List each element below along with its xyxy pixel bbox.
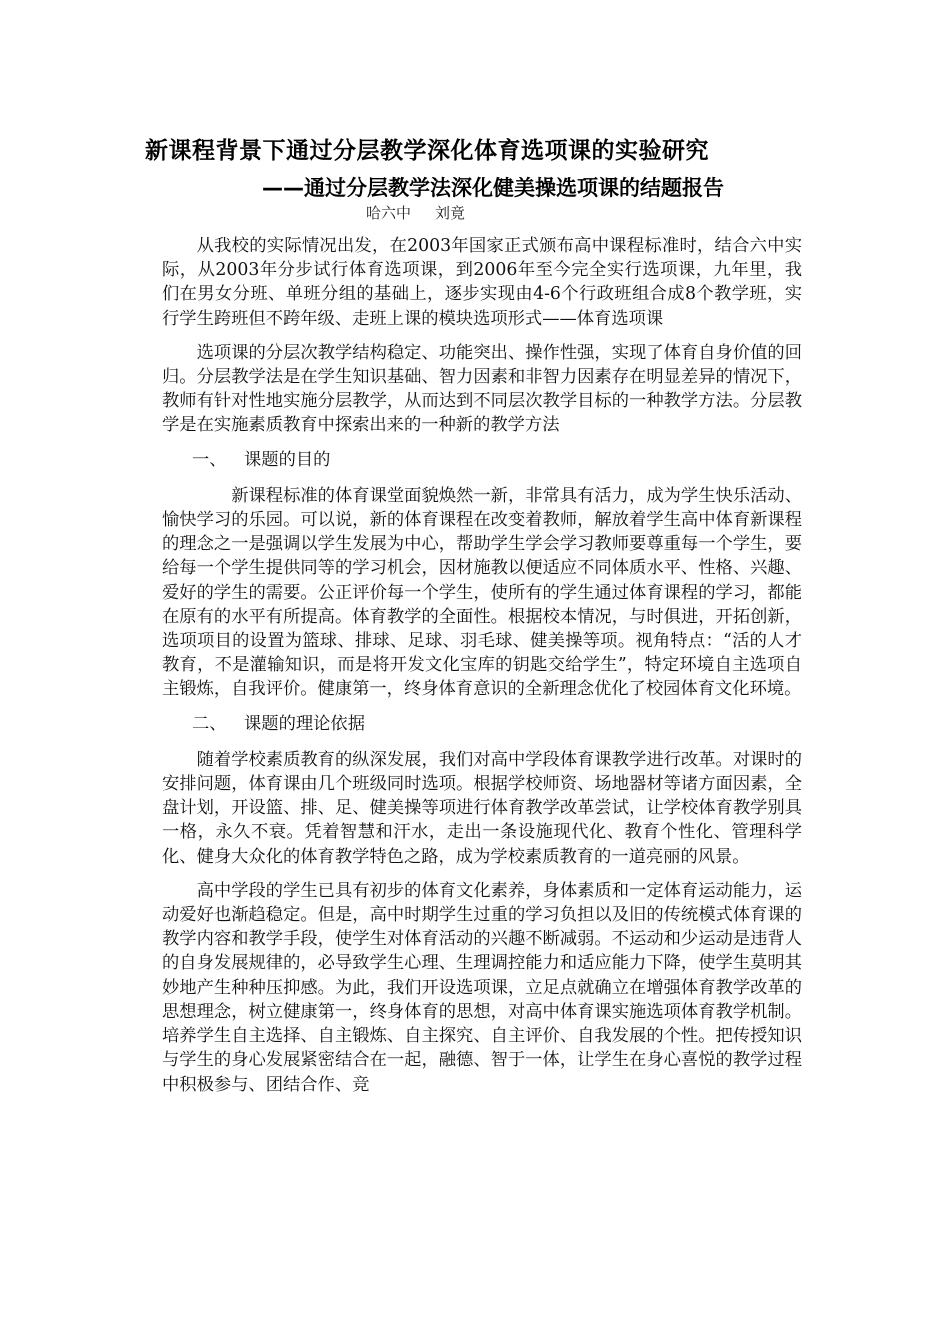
document-body xyxy=(162,234,802,1107)
intro-paragraph-2: 选项课的分层次教学结构稳定、功能突出、操作性强，实现了体育自身价值的回归。分层教学法是在学生知识基础、智力因素和非智力因素存在明显差异的情况下，教师有针对性地实施分层教学，从而达到不同层次教学目标的一种教学方法。分层教学是在实施素质教育中探索出来的一种新的教学方法 xyxy=(162,342,802,436)
section-2-paragraph-1: 随着学校素质教育的纵深发展，我们对高中学段体育课教学进行改革。对课时的安排问题，体育课由几个班级同时选项。根据学校师资、场地器材等诸方面因素，全盘计划，开设篮、排、足、健美操等项进行体育教学改革尝试，让学校体育教学别具一格，永久不衰。凭着智慧和汗水，走出一条设施现代化、教育个性化、管理科学化、健身大众化的体育教学特色之路，成为学校素质教育的一道亮丽的风景。 xyxy=(162,749,802,867)
section-2-heading xyxy=(162,712,802,736)
section-2-paragraph-2: 高中学段的学生已具有初步的体育文化素养，身体素质和一定体育运动能力，运动爱好也渐趋稳定。但是，高中时期学生过重的学习负担以及旧的传统模式体育课的教学内容和教学手段，使学生对体育活动的兴趣不断减弱。不运动和少运动是违背人的自身发展规律的，必导致学生心理、生理调控能力和适应能力下降，使学生莫明其妙地产生种种压抑感。为此，我们开设选项课，立足点就确立在增强体育教学改革的思想理念，树立健康第一，终身体育的思想，对高中体育课实施选项体育教学机制。培养学生自主选择、自主锻炼、自主探究、自主评价、自我发展的个性。把传授知识与学生的身心发展紧密结合在一起，融德、智于一体，让学生在身心喜悦的教学过程中积极参与、团结合作、竞 xyxy=(162,880,802,1095)
intro-paragraph-1: 从我校的实际情况出发，在2003年国家正式颁布高中课程标准时，结合六中实际，从2003年分步试行体育选项课，到2006年至今完全实行选项课，九年里，我们在男女分班、单班分组的基础上，逐步实现由4-6个行政班组合成8个教学班，实行学生跨班但不跨年级、走班上课的模块选项形式——体育选项课 xyxy=(162,236,802,329)
author-name: 刘竟 xyxy=(435,204,466,222)
section-2-title: 课题的理论依据 xyxy=(244,713,365,734)
document-subtitle: ——通过分层教学法深化健美操选项课的结题报告 xyxy=(262,176,724,200)
document-title: 新课程背景下通过分层教学深化体育选项课的实验研究 xyxy=(145,138,709,164)
author-school: 哈六中 xyxy=(366,204,412,222)
author-line xyxy=(366,202,465,223)
section-1-heading xyxy=(162,448,802,472)
section-1-paragraph: 新课程标准的体育课堂面貌焕然一新，非常具有活力，成为学生快乐活动、愉快学习的乐园。可以说，新的体育课程在改变着教师，解放着学生高中体育新课程的理念之一是强调以学生发展为中心，帮助学生学会学习教师要尊重每一个学生，要给每一个学生提供同等的学习机会，因材施教以便适应不同体质水平、性格、兴趣、爱好的学生的需要。公正评价每一个学生，使所有的学生通过体育课程的学习，都能在原有的水平有所提高。体育教学的全面性。根据校本情况，与时俱进，开拓创新，选项项目的设置为篮球、排球、足球、羽毛球、健美操等项。视角特点：“活的人才教育，不是灌输知识，而是将开发文化宝库的钥匙交给学生”，特定环境自主选项自主锻炼，自我评价。健康第一，终身体育意识的全新理念优化了校园体育文化环境。 xyxy=(162,485,802,700)
section-1-number: 一、 xyxy=(192,449,227,470)
section-2-number: 二、 xyxy=(192,713,227,734)
section-1-title: 课题的目的 xyxy=(244,449,331,470)
